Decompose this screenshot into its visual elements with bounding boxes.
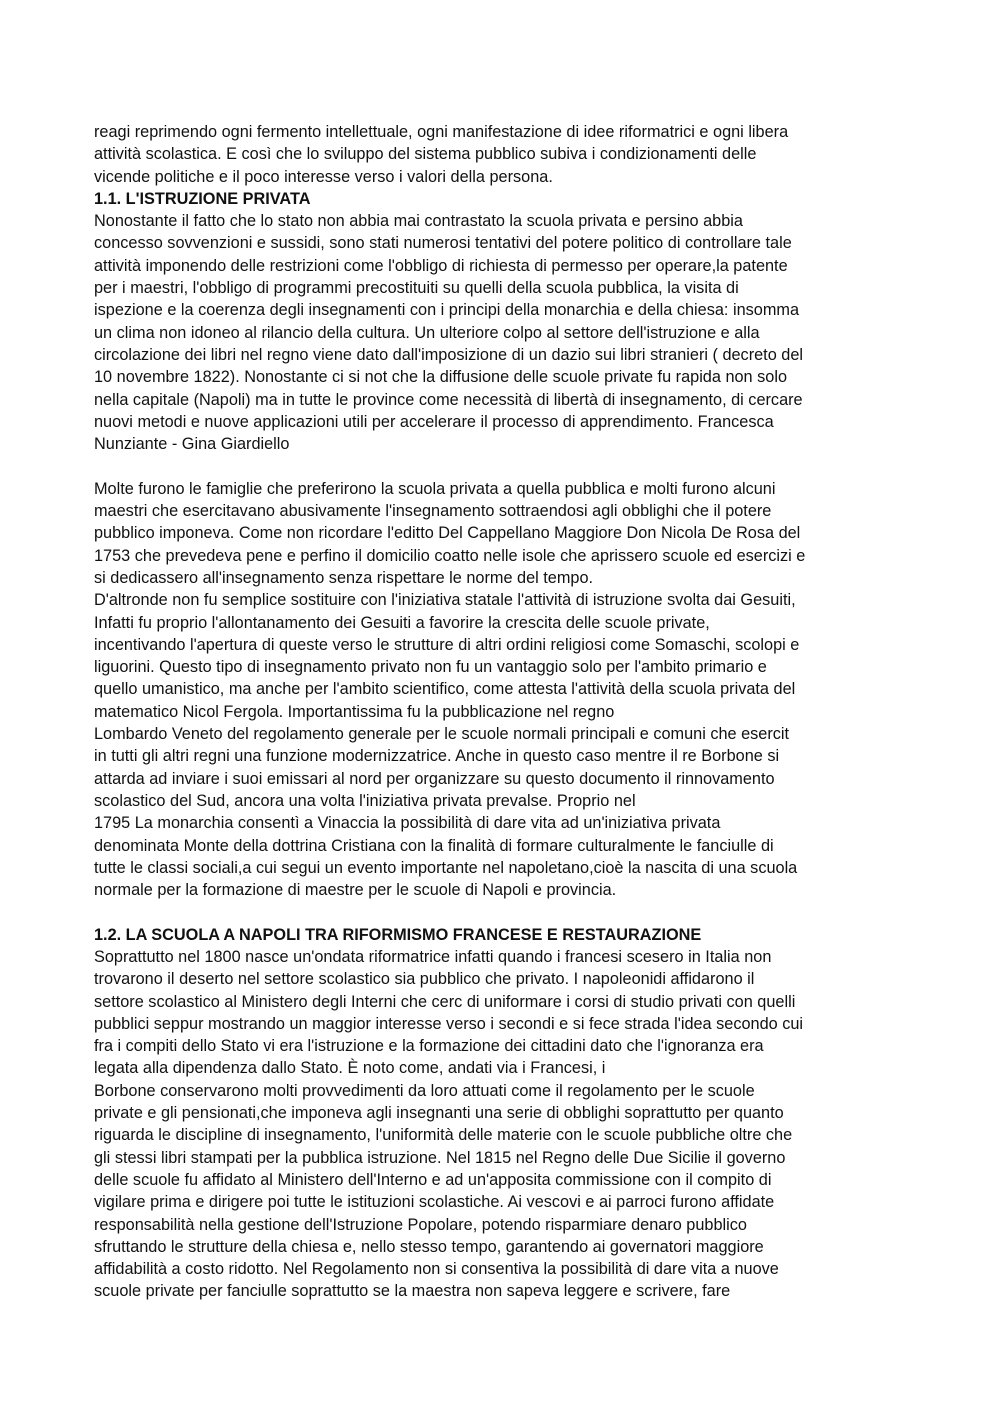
text-line: pubblico imponeva. Come non ricordare l'editto Del Cappellano Maggiore Don Nicola De Rosa del [94,524,801,543]
text-line: pubblici seppur mostrando un maggior interesse verso i secondi e si fece strada l'idea secondo cui [94,1014,804,1033]
text-line: quello umanistico, ma anche per l'ambito scientifico, come attesta l'attività della scuola privata del [94,680,796,699]
text-line: denominata Monte della dottrina Cristiana con la finalità di formare culturalmente le fanciulle di [94,836,774,855]
paragraph-spacer [94,901,914,923]
text-line: ispezione e la coerenza degli insegnamenti con i principi della monarchia e della chiesa: insomma [94,301,800,320]
text-line: Molte furono le famiglie che preferirono la scuola privata a quella pubblica e molti furono alcuni [94,479,776,498]
paragraph-istruzione-privata-1 [94,210,914,455]
text-line: 10 novembre 1822). Nonostante ci si not che la diffusione delle scuole private fu rapida non solo [94,368,787,387]
text-line: private e gli pensionati,che imponeva agli insegnanti una serie di obblighi soprattutto per quanto [94,1104,784,1123]
text-line: attività scolastica. E così che lo sviluppo del sistema pubblico subiva i condizionamenti delle [94,145,757,164]
text-line: Nunziante - Gina Giardiello [94,435,290,454]
text-line: scolastico del Sud, ancora una volta l'iniziativa privata prevalse. Proprio nel [94,791,636,810]
intro-paragraph [94,121,914,188]
text-line: legata alla dipendenza dallo Stato. È noto come, andati via i Francesi, i [94,1059,606,1078]
text-line: circolazione dei libri nel regno viene dato dall'imposizione di un dazio sui libri stranieri ( decreto del [94,345,804,364]
text-line: liguorini. Questo tipo di insegnamento privato non fu un vantaggio solo per l'ambito primario e [94,658,767,677]
text-line: in tutti gli altri regni una funzione modernizzatrice. Anche in questo caso mentre il re Borbone si [94,747,780,766]
text-line: attività imponendo delle restrizioni come l'obbligo di richiesta di permesso per operare,la patente [94,256,788,275]
text-line: per i maestri, l'obbligo di programmi precostituiti su quelli della scuola pubblica, la visita di [94,279,739,298]
text-line: tutte le classi sociali,a cui segui un evento importante nel napoletano,cioè la nascita di una scuola [94,858,798,877]
text-line: maestri che esercitavano abusivamente l'insegnamento sottraendosi agli obblighi che il potere [94,502,772,521]
text-line: incentivando l'apertura di queste verso le strutture di altri ordini religiosi come Somaschi, scolopi e [94,635,800,654]
text-line: nuovi metodi e nuove applicazioni utili per accelerare il processo di apprendimento. Francesca [94,412,774,431]
text-line: D'altronde non fu semplice sostituire con l'iniziativa statale l'attività di istruzione svolta dai Gesuiti, [94,591,796,610]
text-line: matematico Nicol Fergola. Importantissima fu la pubblicazione nel regno [94,702,615,721]
text-line: fra i compiti dello Stato vi era l'istruzione e la formazione dei cittadini dato che l'ignoranza era [94,1037,764,1056]
text-line: Nonostante il fatto che lo stato non abbia mai contrastato la scuola privata e persino abbia [94,212,743,231]
text-line: riguarda le discipline di insegnamento, l'uniformità delle materie con le scuole pubbliche oltre che [94,1126,793,1145]
text-line: affidabilità a costo ridotto. Nel Regolamento non si consentiva la possibilità di dare vita a nuove [94,1260,779,1279]
text-line: reagi reprimendo ogni fermento intellettuale, ogni manifestazione di idee riformatrici e ogni libera [94,123,789,141]
text-line: Lombardo Veneto del regolamento generale per le scuole normali principali e comuni che esercit [94,725,790,744]
text-line: vigilare prima e dirigere poi tutte le istituzioni scolastiche. Ai vescovi e ai parroci furono affidate [94,1193,775,1212]
text-line: delle scuole fu affidato al Ministero dell'Interno e ad un'apposita commissione con il compito di [94,1170,772,1189]
text-line: Borbone conservarono molti provvedimenti da loro attuati come il regolamento per le scuole [94,1081,755,1100]
text-line: vicende politiche e il poco interesse verso i valori della persona. [94,167,553,186]
text-line: trovarono il deserto nel settore scolastico sia pubblico che privato. I napoleonidi affidarono il [94,970,755,989]
text-line: Soprattutto nel 1800 nasce un'ondata riformatrice infatti quando i francesi scesero in Italia non [94,947,772,966]
text-line: un clima non idoneo al rilancio della cultura. Un ulteriore colpo al settore dell'istruzione e alla [94,323,760,342]
text-line: 1753 che prevedeva pene e perfino il domicilio coatto nelle isole che aprissero scuole ed esercizi e [94,546,806,565]
text-line: nella capitale (Napoli) ma in tutte le province come necessità di libertà di insegnamento, di cercare [94,390,803,409]
text-line: 1795 La monarchia consentì a Vinaccia la possibilità di dare vita ad un'iniziativa privata [94,814,721,833]
text-line: Infatti fu proprio l'allontanamento dei Gesuiti a favorire la crescita delle scuole private, [94,613,710,632]
text-line: settore scolastico al Ministero degli Interni che cerc di uniformare i corsi di studio privati con quelli [94,992,796,1011]
text-line: scuole private per fanciulle soprattutto se la maestra non sapeva leggere e scrivere, fare [94,1282,731,1301]
document-page [94,121,914,1303]
text-line: si dedicassero all'insegnamento senza rispettare le norme del tempo. [94,568,594,587]
section-heading-scuola-napoli: 1.2. LA SCUOLA A NAPOLI TRA RIFORMISMO FRANCESE E RESTAURAZIONE [94,925,702,944]
paragraph-scuola-napoli [94,946,914,1303]
text-line: concesso sovvenzioni e sussidi, sono stati numerosi tentativi del potere politico di controllare tale [94,234,792,253]
text-line: attarda ad inviare i suoi emissari al nord per organizzare su questo documento il rinnovamento [94,769,775,788]
text-line: sfruttando le strutture della chiesa e, nello stesso tempo, garantendo ai governatori maggiore [94,1237,764,1256]
text-line: responsabilità nella gestione dell'Istruzione Popolare, potendo risparmiare denaro pubblico [94,1215,747,1234]
paragraph-spacer [94,455,914,477]
text-line: gli stessi libri stampati per la pubblica istruzione. Nel 1815 nel Regno delle Due Sicilie il governo [94,1148,786,1167]
text-line: normale per la formazione di maestre per le scuole di Napoli e provincia. [94,881,617,900]
paragraph-istruzione-privata-2 [94,478,914,902]
section-heading-istruzione-privata: 1.1. L'ISTRUZIONE PRIVATA [94,189,311,208]
